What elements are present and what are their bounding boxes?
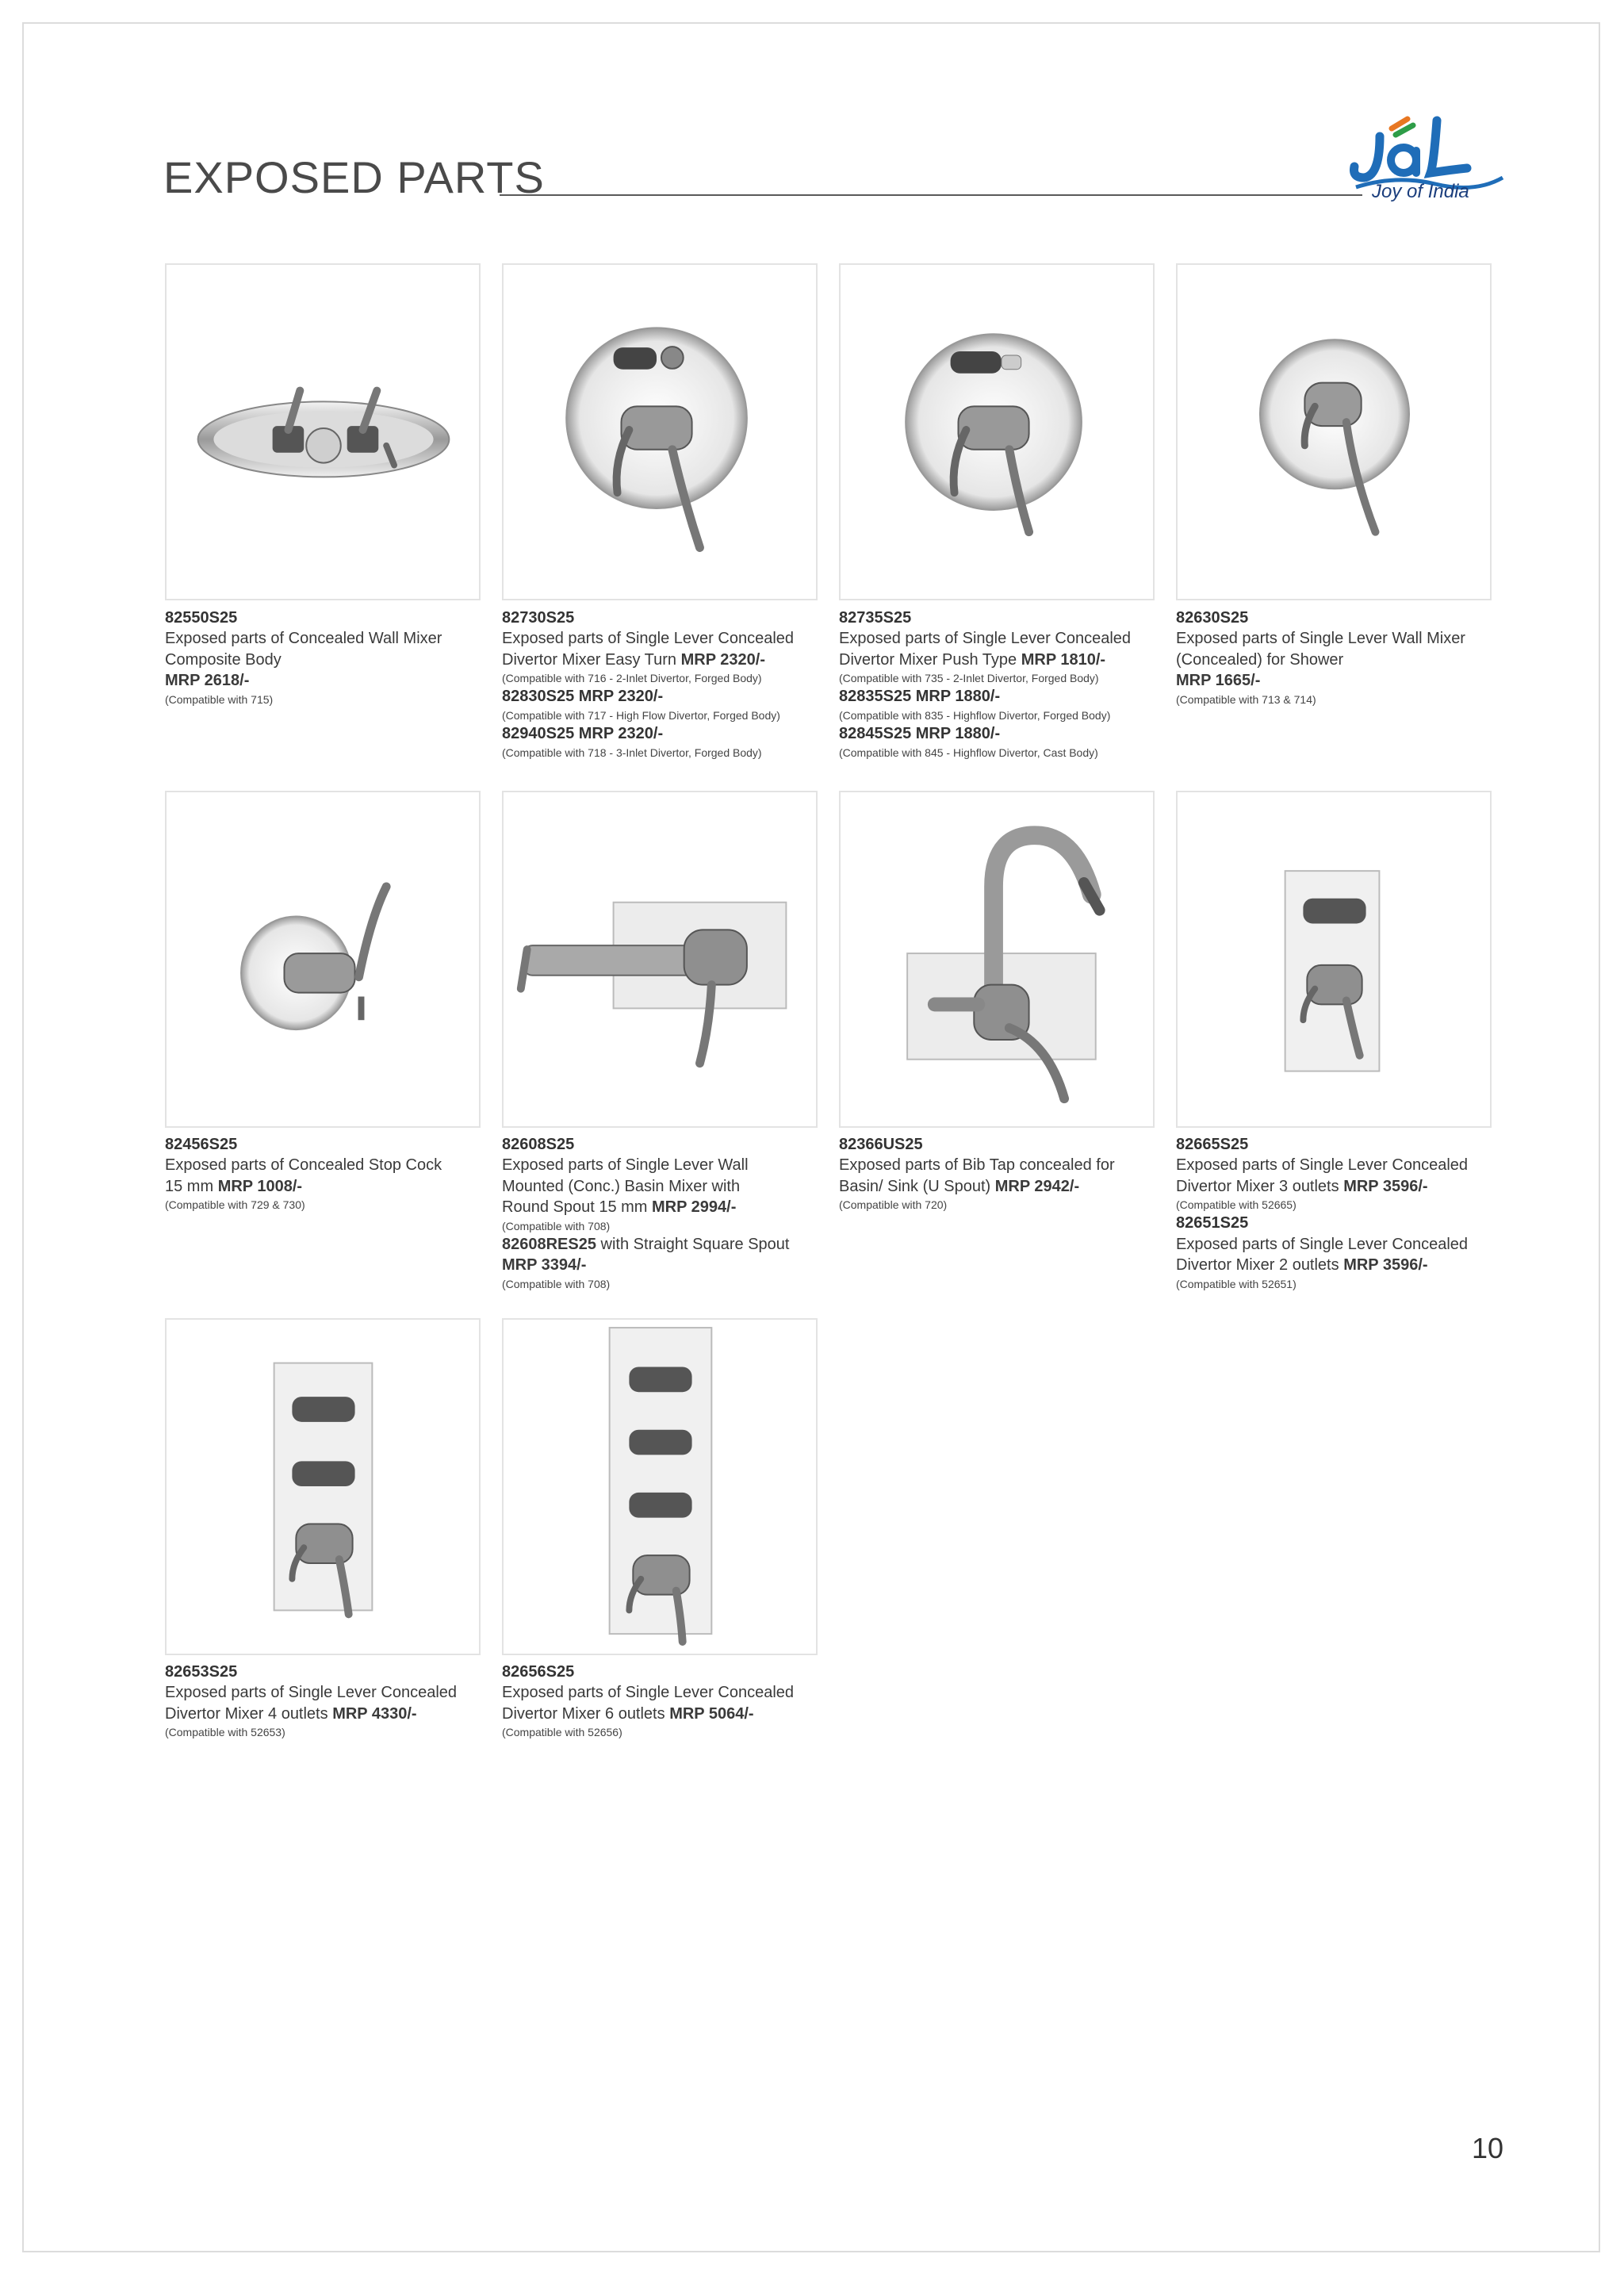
product-mrp: MRP 2618/-: [165, 672, 250, 690]
product-compat: (Compatible with 708): [502, 1219, 611, 1232]
product-image-82550S25: [165, 263, 481, 600]
variant-compat: (Compatible with 717 - High Flow Divertor, Forged Body): [502, 708, 780, 722]
product-desc-82366US25: [839, 1134, 1164, 1213]
variant-code: 82651S25: [1176, 1214, 1249, 1232]
variant-compat: (Compatible with 718 - 3-Inlet Divertor, Forged Body): [502, 746, 762, 759]
variant-description: with Straight Square Spout: [600, 1235, 790, 1253]
product-image-82366US25: [839, 791, 1155, 1128]
variant-line: 82845S25 MRP 1880/-: [839, 725, 1001, 743]
variant-line: 82830S25 MRP 2320/-: [502, 688, 664, 706]
product-desc-82653S25: [165, 1662, 490, 1740]
variant-compat: (Compatible with 52651): [1176, 1277, 1297, 1290]
product-mrp: MRP 2994/-: [652, 1198, 737, 1217]
product-image-82665S25: [1176, 791, 1492, 1128]
product-code: 82630S25: [1176, 609, 1249, 627]
product-image-82653S25: [165, 1318, 481, 1655]
product-desc-82730S25: [502, 608, 827, 761]
product-description: Exposed parts of Single Lever Wall Mounted (Conc.) Basin Mixer with Round Spout 15 mm: [502, 1156, 749, 1217]
product-description: Exposed parts of Single Lever Concealed Divertor Mixer Push Type: [839, 630, 1132, 669]
product-image-82456S25: [165, 791, 481, 1128]
product-description: Exposed parts of Single Lever Concealed Divertor Mixer 3 outlets: [1176, 1156, 1469, 1195]
product-compat: (Compatible with 716 - 2-Inlet Divertor, Forged Body): [502, 672, 762, 685]
product-code: 82608S25: [502, 1136, 575, 1153]
product-mrp: MRP 1665/-: [1176, 672, 1261, 690]
product-desc-82456S25: [165, 1134, 490, 1213]
product-mrp: MRP 3596/-: [1343, 1177, 1428, 1195]
product-compat: (Compatible with 713 & 714): [1176, 692, 1316, 706]
product-image-82656S25: [502, 1318, 818, 1655]
product-mrp: MRP 4330/-: [332, 1704, 417, 1723]
product-desc-82608S25: [502, 1134, 827, 1292]
product-mrp: MRP 5064/-: [669, 1704, 754, 1723]
product-desc-82630S25: [1176, 608, 1501, 707]
product-code: 82366US25: [839, 1136, 923, 1153]
product-description: Exposed parts of Single Lever Concealed Divertor Mixer 4 outlets: [165, 1684, 458, 1723]
product-image-82735S25: [839, 263, 1155, 600]
product-code: 82653S25: [165, 1663, 238, 1681]
product-desc-82656S25: [502, 1662, 827, 1740]
variant-compat: (Compatible with 835 - Highflow Divertor, Forged Body): [839, 708, 1111, 722]
variant-code: 82608RES25: [502, 1235, 596, 1253]
product-mrp: MRP 1810/-: [1021, 650, 1106, 669]
product-mrp: MRP 2320/-: [680, 650, 765, 669]
product-code: 82456S25: [165, 1136, 238, 1153]
product-description: Exposed parts of Concealed Wall Mixer Composite Body: [165, 630, 442, 669]
product-compat: (Compatible with 715): [165, 692, 274, 706]
product-compat: (Compatible with 720): [839, 1198, 948, 1212]
product-code: 82665S25: [1176, 1136, 1249, 1153]
product-compat: (Compatible with 52656): [502, 1726, 622, 1739]
product-desc-82735S25: [839, 608, 1164, 761]
variant-mrp: MRP 3596/-: [1343, 1256, 1428, 1275]
product-compat: (Compatible with 52653): [165, 1726, 285, 1739]
product-compat: (Compatible with 729 & 730): [165, 1198, 305, 1212]
product-code: 82735S25: [839, 609, 912, 627]
product-description: Exposed parts of Concealed Stop Cock 15 mm: [165, 1156, 442, 1195]
product-mrp: MRP 1008/-: [217, 1177, 303, 1195]
variant-compat: (Compatible with 845 - Highflow Divertor, Cast Body): [839, 746, 1098, 759]
variant-line: 82835S25 MRP 1880/-: [839, 688, 1001, 706]
product-code: 82656S25: [502, 1663, 575, 1681]
page-title: EXPOSED PARTS: [163, 152, 545, 202]
product-compat: (Compatible with 735 - 2-Inlet Divertor, Forged Body): [839, 672, 1099, 685]
product-image-82630S25: [1176, 263, 1492, 600]
variant-compat: (Compatible with 708): [502, 1277, 611, 1290]
product-description: Exposed parts of Bib Tap concealed for Basin/ Sink (U Spout): [839, 1156, 1115, 1195]
product-image-82730S25: [502, 263, 818, 600]
product-description: Exposed parts of Single Lever Concealed Divertor Mixer 6 outlets: [502, 1684, 795, 1723]
product-code: 82730S25: [502, 609, 575, 627]
product-image-82608S25: [502, 791, 818, 1128]
product-desc-82665S25: [1176, 1134, 1501, 1292]
title-rule: [500, 194, 1362, 196]
variant-mrp: MRP 3394/-: [502, 1256, 587, 1275]
variant-description: Exposed parts of Single Lever Concealed Divertor Mixer 2 outlets: [1176, 1235, 1469, 1275]
product-mrp: MRP 2942/-: [994, 1177, 1080, 1195]
page-number: 10: [1472, 2132, 1504, 2164]
product-desc-82550S25: [165, 608, 490, 707]
variant-line: 82940S25 MRP 2320/-: [502, 725, 664, 743]
product-compat: (Compatible with 52665): [1176, 1198, 1297, 1212]
product-description: Exposed parts of Single Lever Concealed Divertor Mixer Easy Turn: [502, 630, 795, 669]
product-code: 82550S25: [165, 609, 238, 627]
product-description: Exposed parts of Single Lever Wall Mixer (Concealed) for Shower: [1176, 630, 1465, 669]
tagline: Joy of India: [1372, 181, 1469, 202]
